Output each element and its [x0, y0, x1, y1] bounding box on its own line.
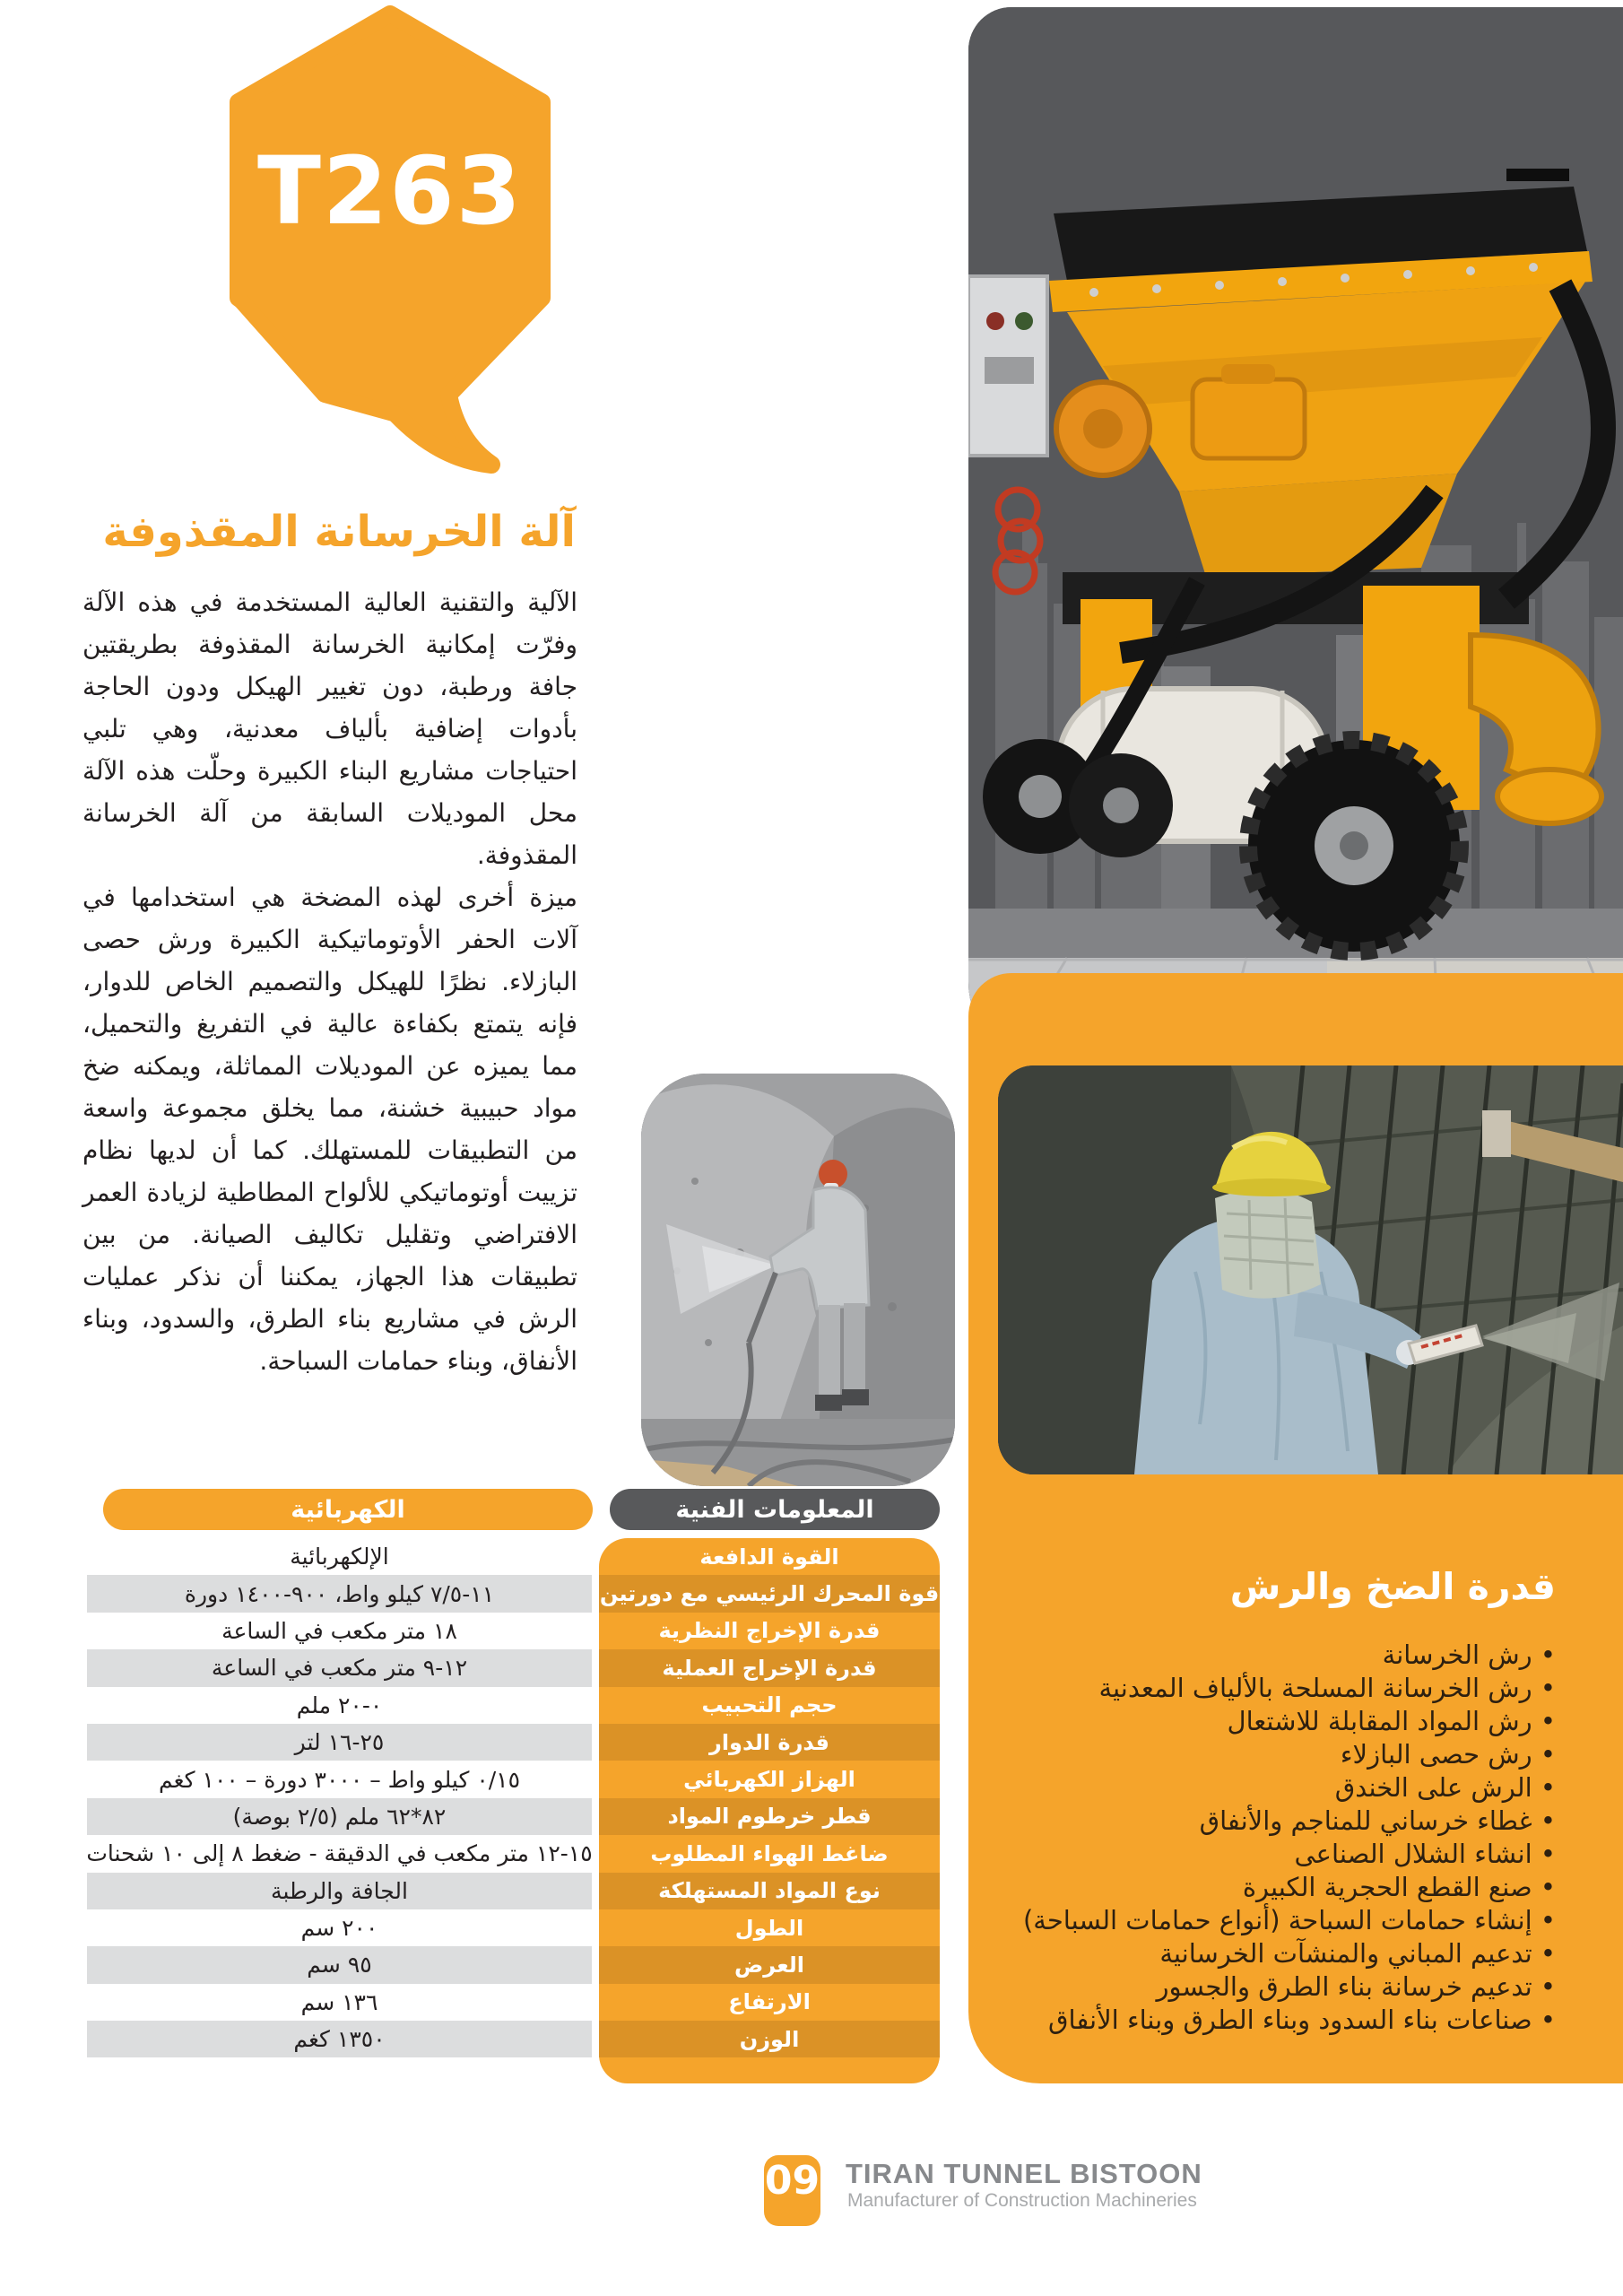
values-table-header: الكهربائية — [103, 1489, 593, 1530]
spec-value-cell: ١٨ متر مكعب في الساعة — [221, 1617, 457, 1644]
spec-label-cell: القوة الدافعة — [699, 1544, 839, 1570]
model-badge — [217, 2, 563, 493]
page-number-badge — [764, 2155, 820, 2226]
spec-label-cell: الهزاز الكهربائي — [683, 1767, 855, 1793]
spec-label-cell: حجم التحبيب — [701, 1692, 838, 1718]
spec-value-cell: ٠/١٥ كيلو واط – ٣٠٠٠ دورة – ١٠٠ كغم — [158, 1766, 521, 1793]
labels-table-header: المعلومات الفنية — [610, 1489, 940, 1530]
capability-item: • انشاء الشلال الصناعى — [1004, 1838, 1556, 1871]
spec-labels-column — [599, 1538, 940, 2057]
company-name: TIRAN TUNNEL BISTOON — [846, 2158, 1202, 2189]
hexagon-bubble-icon — [217, 2, 563, 493]
spec-value-cell: ٨٢*٦٢ ملم (٢/٥ بوصة) — [87, 1798, 592, 1835]
capability-item: • رش الخرسانة — [1004, 1639, 1556, 1672]
intro-paragraph-2: ميزة أخرى لهذه المضخة هي استخدامها في آلات الحفر الأوتوماتيكية الكبيرة ورش حصى البازلاء. نظرًا للهيكل والتصميم الخاص للدوار، فإنه يتمتع بكفاءة عالية في التفريغ والتحميل، مما يميزه عن الموديلات المماثلة، ويمكنه ضخ مواد حبيبية خشنة، مما يخلق مجموعة واسعة من التطبيقات للمستهلك. كما أن لديها نظام تزييت أوتوماتيكي للألواح المطاطية لزيادة العمر الافتراضي وتقليل تكاليف الصيانة. من بين تطبيقات هذا الجهاز، يمكننا أن نذكر عمليات الرش في مشاريع بناء الطرق، والسدود، وبناء الأنفاق، وبناء حمامات السباحة. — [82, 883, 577, 1376]
worker-spraying-wall-illustration — [998, 1065, 1623, 1474]
capability-item: • غطاء خرساني للمناجم والأنفاق — [1004, 1805, 1556, 1838]
spec-value-cell: الإلكهربائية — [290, 1544, 389, 1570]
capability-item: • صنع القطع الحجرية الكبيرة — [1004, 1871, 1556, 1904]
capability-item: • الرش على الخندق — [1004, 1771, 1556, 1805]
spec-label-cell: الطول — [734, 1915, 804, 1941]
spraying-gravel-photo — [641, 1074, 955, 1486]
spec-label-cell: الوزن — [599, 2021, 940, 2057]
spec-value-cell: ٠-٢٠ ملم — [296, 1692, 383, 1718]
intro-paragraphs — [82, 581, 577, 1382]
model-number: T263 — [256, 136, 524, 246]
machine-photo — [968, 7, 1623, 1063]
intro-paragraph-1: الآلية والتقنية العالية المستخدمة في هذه الآلة وفرّت إمكانية الخرسانة المقذوفة بطريقتين جافة ورطبة، دون تغيير الهيكل ودون الحاجة بأدوات إضافية بألياف معدنية، وهي تلبي احتياجات مشاريع البناء الكبيرة وحلّت هذه الآلة محل الموديلات السابقة من آلة الخرسانة المقذوفة. — [82, 587, 577, 870]
spec-label-cell: ضاغط الهواء المطلوب — [650, 1840, 889, 1866]
capability-item: • صناعات بناء السدود وبناء الطرق وبناء الأنفاق — [1004, 2004, 1556, 2037]
capabilities-title: قدرة الضخ والرش — [1229, 1565, 1556, 1608]
worker-spraying-gravel-illustration — [641, 1074, 955, 1486]
page-number: 09 — [764, 2158, 820, 2204]
shotcrete-machine-illustration — [968, 7, 1623, 1063]
spec-label-cell: قدرة الإخراج النظرية — [658, 1618, 881, 1644]
capability-item: • رش المواد المقابلة للاشتعال — [1004, 1705, 1556, 1738]
spec-label-cell: قوة المحرك الرئيسي مع دورتين — [599, 1575, 940, 1612]
spec-label-cell: قطر خرطوم المواد — [599, 1798, 940, 1835]
spec-value-cell: ٩٥ سم — [87, 1946, 592, 1983]
spec-label-cell: الارتفاع — [728, 1989, 811, 2015]
spec-label-cell: قدرة الدوار — [599, 1724, 940, 1761]
spec-value-cell: ٢٠٠ سم — [300, 1915, 378, 1942]
spec-labels-panel — [599, 1538, 940, 2083]
capability-item: • تدعيم خرسانة بناء الطرق والجسور — [1004, 1970, 1556, 2004]
spraying-wall-photo — [998, 1065, 1623, 1474]
company-tagline: Manufacturer of Construction Machineries — [847, 2190, 1197, 2211]
capabilities-list — [1004, 1639, 1556, 2037]
spec-value-cell: ٢٥-١٦ لتر — [87, 1724, 592, 1761]
spec-values-column — [87, 1538, 592, 2057]
spec-label-cell: قدرة الإخراج العملية — [599, 1649, 940, 1686]
spec-value-cell: ١٣٦ سم — [300, 1988, 378, 2015]
spec-value-cell: ١٢-٩ متر مكعب في الساعة — [87, 1649, 592, 1686]
spec-value-cell: ١٥-١٢ متر مكعب في الدقيقة - ضغط ٨ إلى ١٠ شحنات — [86, 1840, 593, 1867]
spec-value-cell: ١١-٧/٥ كيلو واط، ٩٠٠-١٤٠٠ دورة — [87, 1575, 592, 1612]
spec-value-cell: ١٣٥٠ كغم — [87, 2021, 592, 2057]
spec-label-cell: العرض — [599, 1946, 940, 1983]
capability-item: • إنشاء حمامات السباحة (أنواع حمامات السباحة) — [1004, 1904, 1556, 1937]
spec-label-cell: نوع المواد المستهلكة — [599, 1873, 940, 1909]
spec-value-cell: الجافة والرطبة — [87, 1873, 592, 1909]
capability-item: • رش الخرسانة المسلحة بالألياف المعدنية — [1004, 1672, 1556, 1705]
capability-item: • تدعيم المباني والمنشآت الخرسانية — [1004, 1937, 1556, 1970]
page-title: آلة الخرسانة المقذوفة — [102, 507, 576, 558]
capability-item: • رش حصى البازلاء — [1004, 1738, 1556, 1771]
